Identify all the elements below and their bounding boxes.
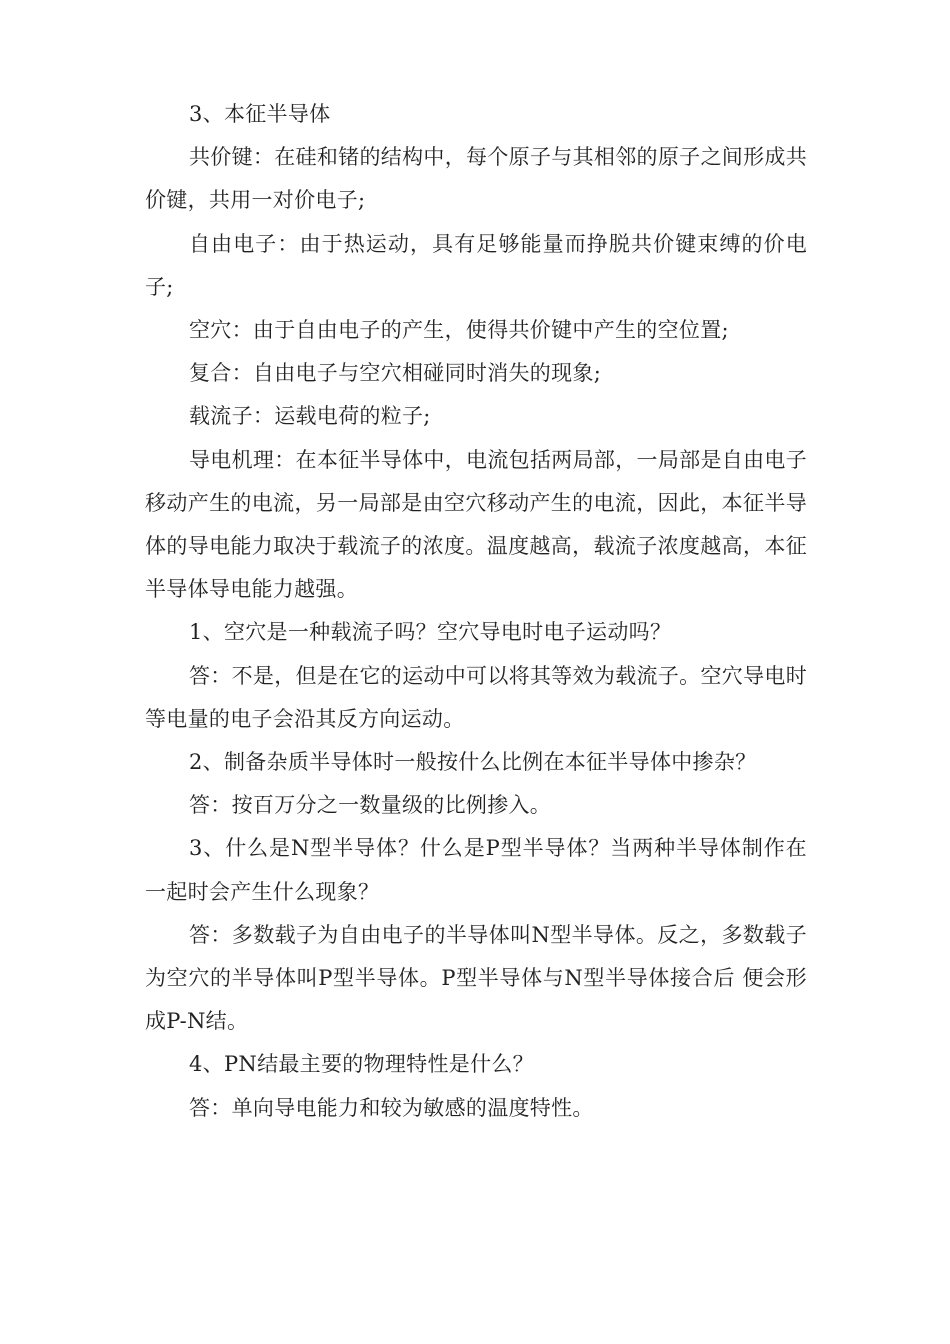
answer-3: 答：多数载子为自由电子的半导体叫N型半导体。反之，多数载子为空穴的半导体叫P型半导体。P型半导体与N型半导体接合后 便会形成P-N结。 [145,922,807,1034]
definition-recombination: 复合：自由电子与空穴相碰同时消失的现象; [189,361,602,386]
answer-2: 答：按百万分之一数量级的比例掺入。 [189,793,552,818]
question-2: 2、制备杂质半导体时一般按什么比例在本征半导体中掺杂？ [189,750,757,775]
definition-free-electron: 自由电子：由于热运动，具有足够能量而挣脱共价键束缚的价电子; [145,231,807,299]
document-body [145,93,807,1130]
answer-1: 答：不是，但是在它的运动中可以将其等效为载流子。空穴导电时等电量的电子会沿其反方向运动。 [145,663,807,731]
question-4: 4、PN结最主要的物理特性是什么？ [189,1052,534,1077]
definition-carrier: 载流子：运载电荷的粒子; [189,404,431,429]
question-3: 3、什么是N型半导体？什么是P型半导体？当两种半导体制作在一起时会产生什么现象？ [145,836,807,904]
section-heading: 3、本征半导体 [189,102,331,126]
definition-covalent-bond: 共价键：在硅和锗的结构中，每个原子与其相邻的原子之间形成共价键，共用一对价电子; [145,145,807,213]
definition-hole: 空穴：由于自由电子的产生，使得共价键中产生的空位置; [189,318,729,343]
definition-conduction-mechanism: 导电机理：在本征半导体中，电流包括两局部，一局部是自由电子移动产生的电流，另一局部是由空穴移动产生的电流，因此，本征半导体的导电能力取决于载流子的浓度。温度越高，载流子浓度越高，本征半导体导电能力越强。 [145,447,807,602]
answer-4: 答：单向导电能力和较为敏感的温度特性。 [189,1095,594,1120]
question-1: 1、空穴是一种载流子吗？空穴导电时电子运动吗？ [189,620,672,645]
